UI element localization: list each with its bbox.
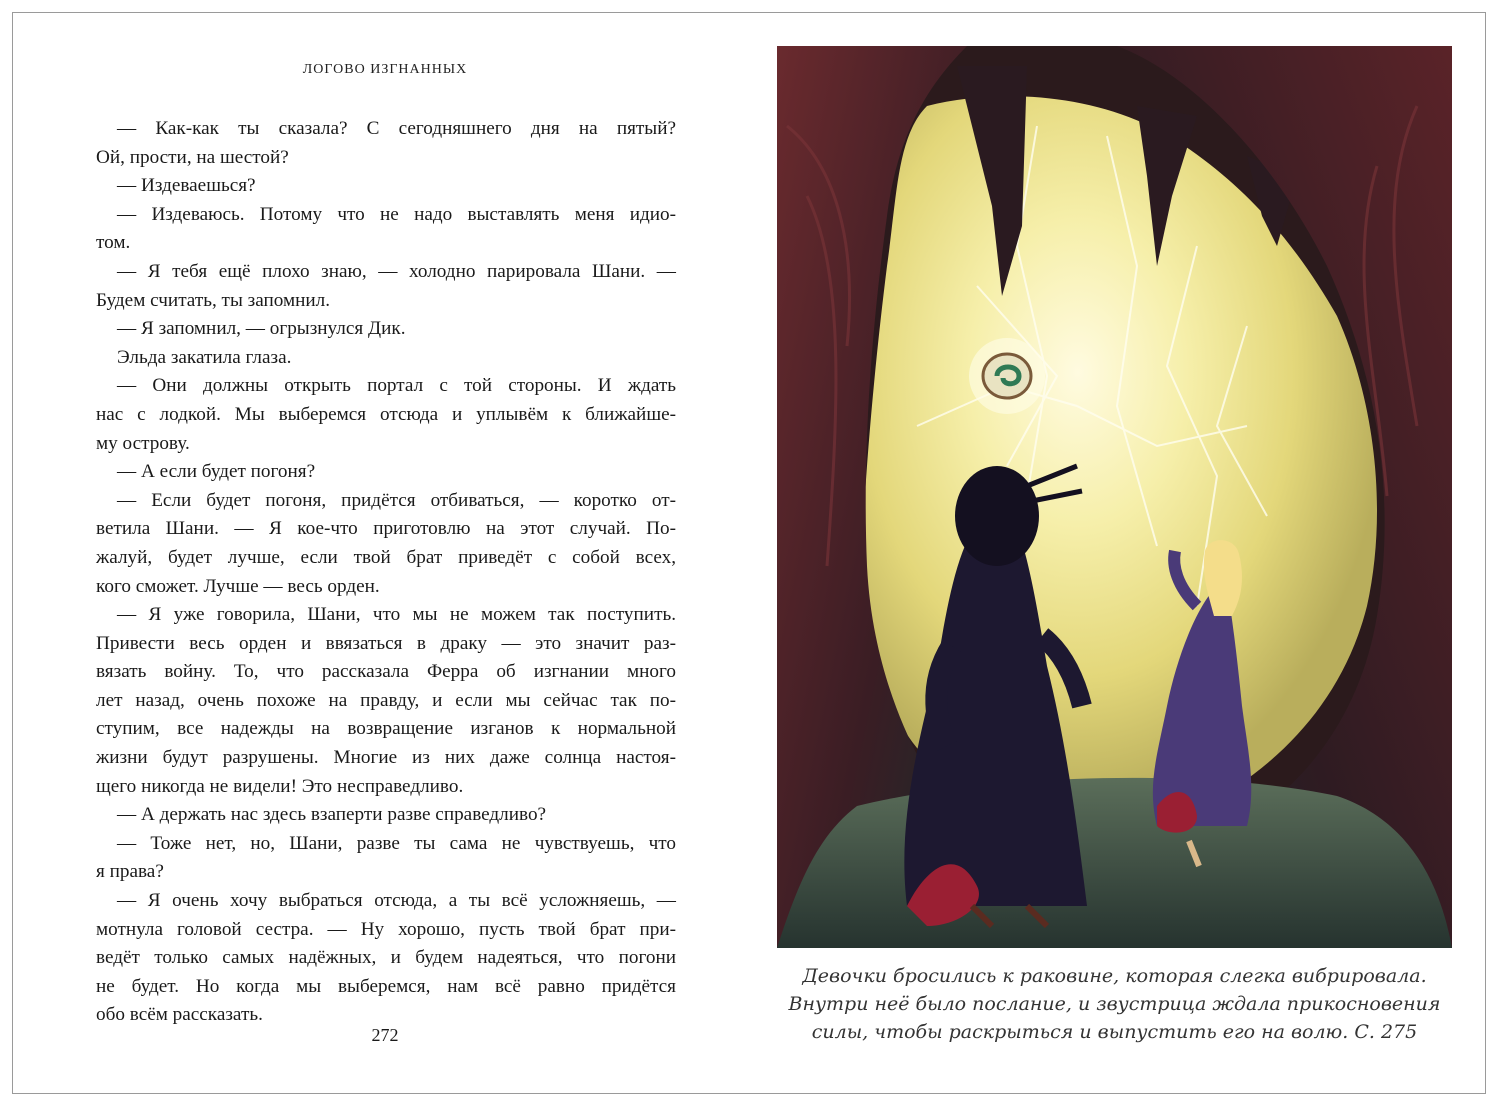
text-line: ветила Шани. — Я кое-что приготовлю на этот случай. По- [96,518,676,540]
text-line: — Издеваюсь. Потому что не надо выставлять меня идио- [117,203,676,225]
text-line: ступим, все надежды на возвращение изганов к нормальной [96,718,676,740]
text-line: Привести весь орден и ввязаться в драку — это значит раз- [96,632,676,654]
text-line: я права? [96,861,164,883]
text-line: — Я запомнил, — огрызнулся Дик. [117,318,406,340]
text-line: — Я тебя ещё плохо знаю, — холодно парировала Шани. — [117,260,676,282]
text-line: му острову. [96,432,190,454]
text-line: — Как-как ты сказала? С сегодняшнего дня на пятый? [117,118,676,139]
text-line: том. [96,232,131,254]
cave-illustration [777,46,1452,948]
text-line: Эльда закатила глаза. [117,346,292,368]
text-line: нас с лодкой. Мы выберемся отсюда и уплывём к ближайше- [96,403,676,425]
caption-line: Девочки бросились к раковине, которая слегка вибрировала. [802,965,1427,987]
text-line: Будем считать, ты запомнил. [96,289,331,311]
cave-floor [777,778,1452,948]
text-line: Ой, прости, на шестой? [96,146,289,168]
text-line: — Если будет погоня, придётся отбиваться, — коротко от- [117,489,676,511]
shell-icon [969,338,1045,414]
text-line: обо всём рассказать. [96,1004,263,1026]
text-line: кого сможет. Лучше — весь орден. [96,575,380,597]
running-head: ЛОГОВО ИЗГНАННЫХ [302,62,468,77]
caption-line: силы, чтобы раскрыться и выпустить его на волю. С. 275 [811,1021,1418,1043]
text-line: — А если будет погоня? [117,461,316,483]
text-line: — Я очень хочу выбраться отсюда, а ты всё усложняешь, — [117,890,676,912]
page-number: 272 [371,1025,399,1045]
text-line: жалуй, будет лучше, если твой брат приведёт с собой всех, [96,546,676,568]
text-line: лет назад, очень похоже на правду, и если мы сейчас так по- [96,689,676,711]
text-line: — Они должны открыть портал с той стороны. И ждать [117,375,676,397]
text-line: — Я уже говорила, Шани, что мы не можем так поступить. [117,604,676,626]
text-line: мотнула головой сестра. — Ну хорошо, пусть твой брат при- [96,918,676,940]
text-line: — А держать нас здесь взаперти разве справедливо? [117,804,547,826]
body-text [96,115,676,1030]
text-line: ведёт только самых надёжных, и будем надеяться, что погони [96,947,676,969]
text-line: щего никогда не видели! Это несправедливо. [96,775,464,797]
text-line: — Тоже нет, но, Шани, разве ты сама не чувствуешь, что [117,832,676,854]
text-line: жизни будут разрушены. Многие из них даже солнца настоя- [96,747,676,769]
illustration-art [777,46,1452,948]
text-line: не будет. Но когда мы выберемся, нам всё равно придётся [96,975,676,997]
text-line: — Издеваешься? [117,175,256,197]
caption-line: Внутри неё было послание, и звустрица ждала прикосновения [788,993,1441,1015]
text-line: вязать войну. То, что рассказала Ферра об изгнании много [96,661,676,683]
illustration-caption [777,962,1452,1046]
